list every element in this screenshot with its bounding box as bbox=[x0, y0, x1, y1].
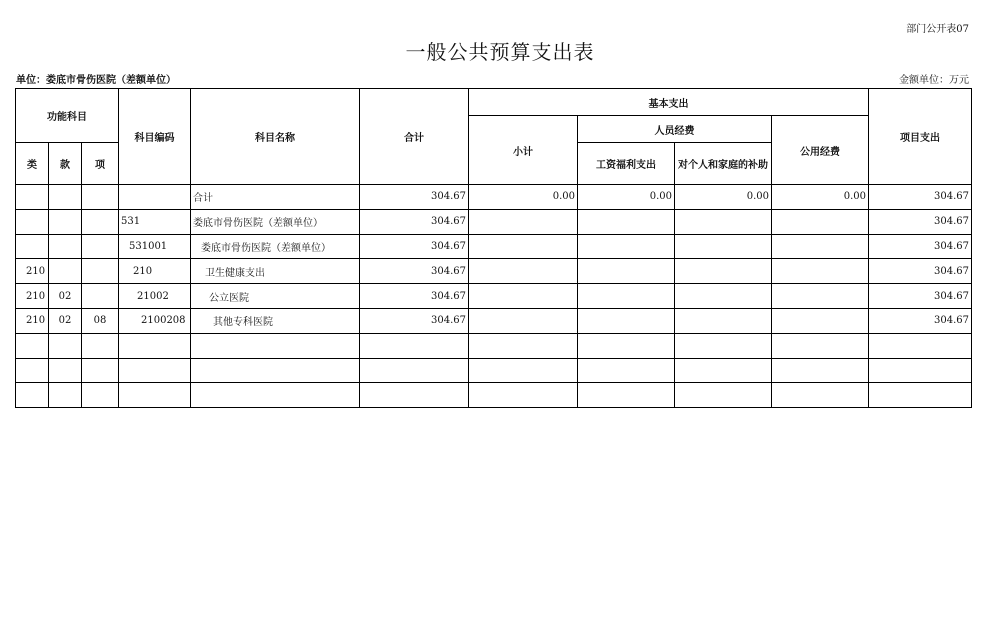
cell-code: 210 bbox=[119, 259, 191, 284]
cell-lei bbox=[16, 333, 49, 358]
cell-total: 304.67 bbox=[360, 259, 469, 284]
cell-project bbox=[869, 383, 972, 408]
cell-name: 娄底市骨伤医院（差额单位） bbox=[191, 234, 360, 259]
cell-public-funds bbox=[772, 259, 869, 284]
table-row bbox=[16, 358, 972, 383]
cell-xiang bbox=[82, 234, 119, 259]
cell-kuan bbox=[49, 383, 82, 408]
cell-name: 合计 bbox=[191, 185, 360, 210]
cell-name bbox=[191, 333, 360, 358]
cell-lei bbox=[16, 209, 49, 234]
cell-subtotal bbox=[469, 284, 578, 309]
cell-public-funds: 0.00 bbox=[772, 185, 869, 210]
cell-project: 304.67 bbox=[869, 234, 972, 259]
cell-lei: 210 bbox=[16, 284, 49, 309]
cell-code: 531 bbox=[119, 209, 191, 234]
cell-project bbox=[869, 333, 972, 358]
cell-xiang bbox=[82, 209, 119, 234]
cell-total: 304.67 bbox=[360, 185, 469, 210]
header-kuan: 款 bbox=[49, 143, 82, 185]
cell-total bbox=[360, 383, 469, 408]
header-public-funds: 公用经费 bbox=[772, 116, 869, 185]
header-subject-code: 科目编码 bbox=[119, 89, 191, 185]
header-wages: 工资福利支出 bbox=[578, 143, 675, 185]
cell-wages bbox=[578, 209, 675, 234]
cell-subsidy bbox=[675, 209, 772, 234]
header-basic-expenditure: 基本支出 bbox=[469, 89, 869, 116]
cell-code: 2100208 bbox=[119, 308, 191, 333]
cell-total bbox=[360, 358, 469, 383]
table-row bbox=[16, 185, 972, 210]
cell-xiang bbox=[82, 358, 119, 383]
cell-subtotal bbox=[469, 308, 578, 333]
cell-subsidy bbox=[675, 333, 772, 358]
cell-project: 304.67 bbox=[869, 284, 972, 309]
cell-kuan bbox=[49, 234, 82, 259]
cell-subsidy bbox=[675, 383, 772, 408]
cell-project: 304.67 bbox=[869, 185, 972, 210]
cell-subtotal bbox=[469, 234, 578, 259]
cell-wages bbox=[578, 358, 675, 383]
cell-public-funds bbox=[772, 209, 869, 234]
header-total: 合计 bbox=[360, 89, 469, 185]
unit-label: 单位：娄底市骨伤医院（差额单位） bbox=[16, 75, 176, 86]
cell-public-funds bbox=[772, 234, 869, 259]
form-number-label: 部门公开表07 bbox=[906, 24, 969, 35]
header-func-subject: 功能科目 bbox=[16, 89, 119, 143]
cell-subtotal bbox=[469, 333, 578, 358]
table-row bbox=[16, 383, 972, 408]
expenditure-table bbox=[15, 88, 972, 408]
header-personnel: 人员经费 bbox=[578, 116, 772, 143]
cell-wages bbox=[578, 234, 675, 259]
cell-code bbox=[119, 358, 191, 383]
cell-lei bbox=[16, 185, 49, 210]
cell-kuan bbox=[49, 209, 82, 234]
cell-subsidy bbox=[675, 259, 772, 284]
cell-xiang bbox=[82, 333, 119, 358]
table-row bbox=[16, 308, 972, 333]
cell-wages bbox=[578, 284, 675, 309]
cell-subsidy bbox=[675, 284, 772, 309]
cell-name bbox=[191, 383, 360, 408]
cell-kuan bbox=[49, 185, 82, 210]
cell-code bbox=[119, 333, 191, 358]
cell-subtotal bbox=[469, 209, 578, 234]
cell-lei bbox=[16, 383, 49, 408]
cell-subsidy bbox=[675, 358, 772, 383]
cell-public-funds bbox=[772, 308, 869, 333]
header-subsidy: 对个人和家庭的补助 bbox=[675, 143, 772, 185]
cell-code: 531001 bbox=[119, 234, 191, 259]
cell-kuan bbox=[49, 259, 82, 284]
cell-project: 304.67 bbox=[869, 308, 972, 333]
cell-wages bbox=[578, 383, 675, 408]
cell-code: 21002 bbox=[119, 284, 191, 309]
cell-wages bbox=[578, 259, 675, 284]
cell-lei: 210 bbox=[16, 308, 49, 333]
cell-name: 公立医院 bbox=[191, 284, 360, 309]
header-xiang: 项 bbox=[82, 143, 119, 185]
table-row bbox=[16, 284, 972, 309]
cell-wages bbox=[578, 333, 675, 358]
cell-xiang bbox=[82, 284, 119, 309]
cell-subsidy bbox=[675, 234, 772, 259]
cell-name: 卫生健康支出 bbox=[191, 259, 360, 284]
cell-total: 304.67 bbox=[360, 308, 469, 333]
cell-kuan: 02 bbox=[49, 308, 82, 333]
cell-subtotal bbox=[469, 358, 578, 383]
cell-name bbox=[191, 358, 360, 383]
cell-public-funds bbox=[772, 333, 869, 358]
header-project-expenditure: 项目支出 bbox=[869, 89, 972, 185]
cell-total: 304.67 bbox=[360, 284, 469, 309]
page-title: 一般公共预算支出表 bbox=[405, 40, 595, 64]
cell-project: 304.67 bbox=[869, 209, 972, 234]
header-lei: 类 bbox=[16, 143, 49, 185]
cell-kuan: 02 bbox=[49, 284, 82, 309]
cell-kuan bbox=[49, 358, 82, 383]
cell-name: 其他专科医院 bbox=[191, 308, 360, 333]
cell-public-funds bbox=[772, 358, 869, 383]
cell-subsidy: 0.00 bbox=[675, 185, 772, 210]
cell-lei bbox=[16, 234, 49, 259]
cell-total bbox=[360, 333, 469, 358]
cell-total: 304.67 bbox=[360, 209, 469, 234]
cell-xiang: 08 bbox=[82, 308, 119, 333]
cell-subtotal bbox=[469, 383, 578, 408]
header-subject-name: 科目名称 bbox=[191, 89, 360, 185]
cell-project bbox=[869, 358, 972, 383]
cell-code bbox=[119, 383, 191, 408]
cell-xiang bbox=[82, 185, 119, 210]
cell-xiang bbox=[82, 383, 119, 408]
table-row bbox=[16, 209, 972, 234]
cell-code bbox=[119, 185, 191, 210]
cell-xiang bbox=[82, 259, 119, 284]
table-row bbox=[16, 234, 972, 259]
cell-subtotal: 0.00 bbox=[469, 185, 578, 210]
cell-kuan bbox=[49, 333, 82, 358]
header-subtotal: 小计 bbox=[469, 116, 578, 185]
money-unit-label: 金额单位：万元 bbox=[899, 75, 969, 86]
cell-subsidy bbox=[675, 308, 772, 333]
cell-total: 304.67 bbox=[360, 234, 469, 259]
cell-public-funds bbox=[772, 383, 869, 408]
cell-project: 304.67 bbox=[869, 259, 972, 284]
cell-lei: 210 bbox=[16, 259, 49, 284]
table-row bbox=[16, 333, 972, 358]
cell-public-funds bbox=[772, 284, 869, 309]
cell-subtotal bbox=[469, 259, 578, 284]
cell-lei bbox=[16, 358, 49, 383]
cell-wages bbox=[578, 308, 675, 333]
cell-wages: 0.00 bbox=[578, 185, 675, 210]
cell-name: 娄底市骨伤医院（差额单位） bbox=[191, 209, 360, 234]
table-row bbox=[16, 259, 972, 284]
